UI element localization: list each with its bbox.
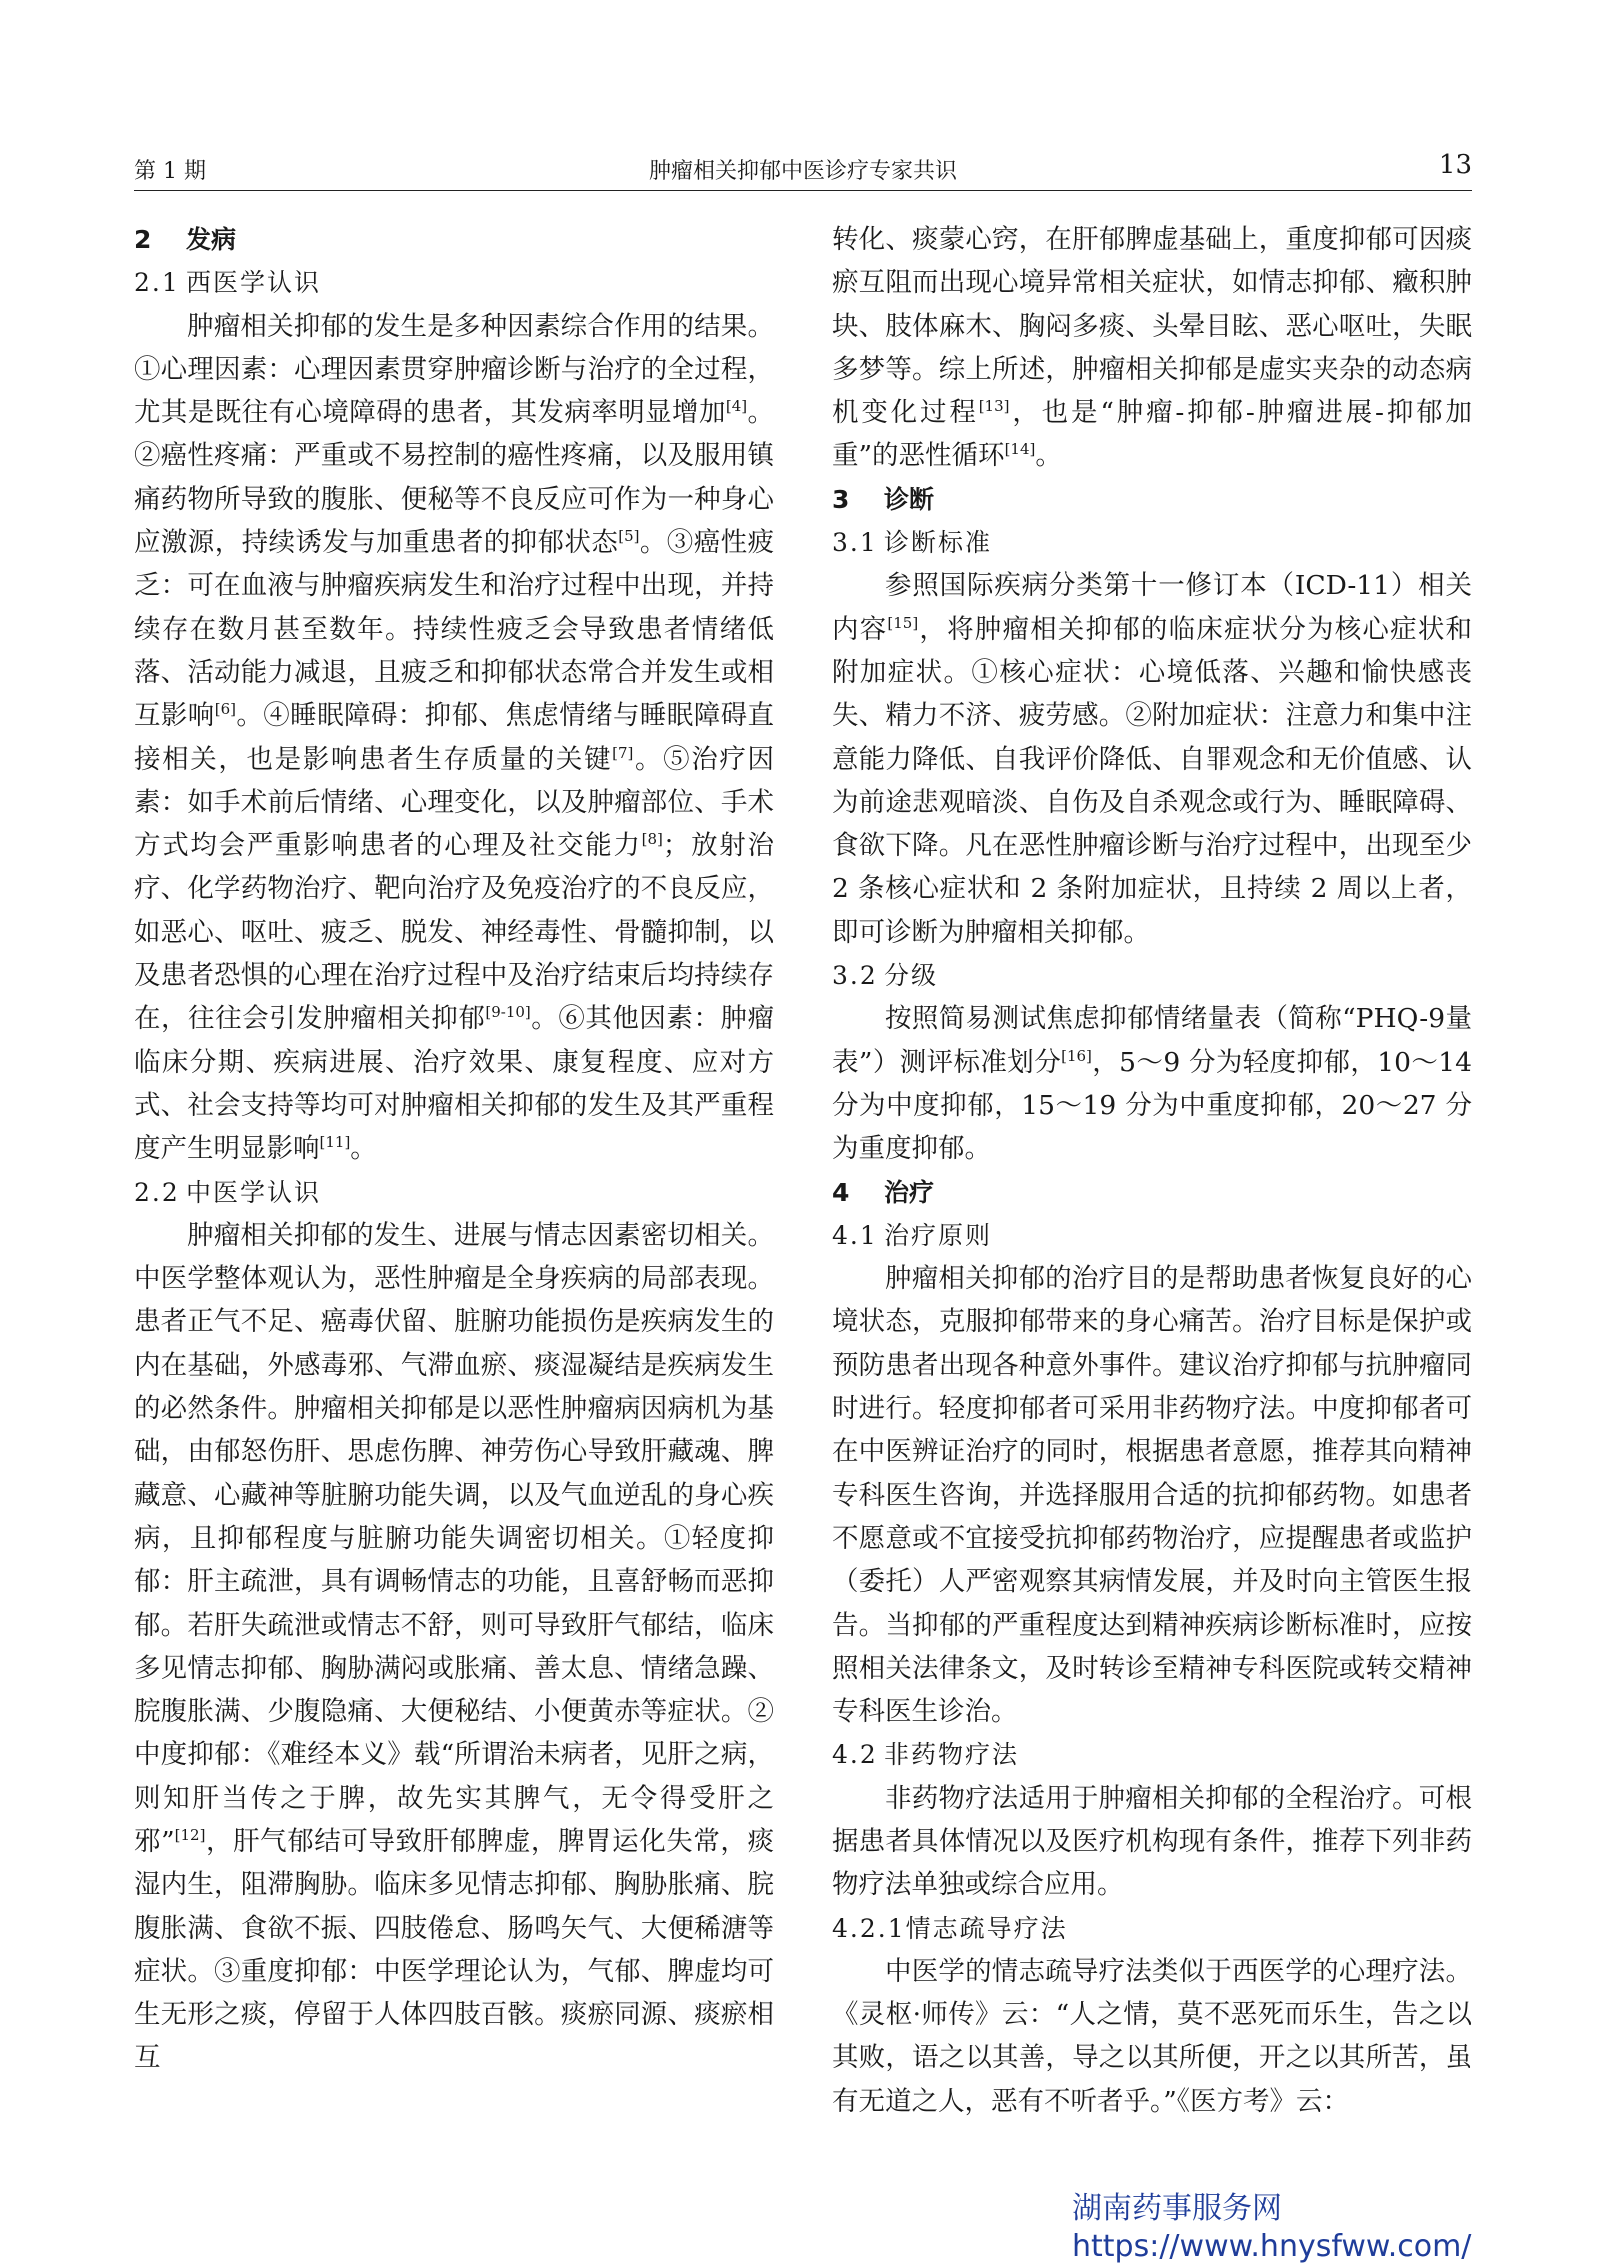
watermark-site-name: 湖南药事服务网 <box>1072 2191 1282 2226</box>
heading-number: 2.2 <box>134 1177 180 1207</box>
heading-number: 3 <box>832 484 850 514</box>
body-paragraph <box>832 1777 1472 1907</box>
citation-ref: [13] <box>978 397 1010 416</box>
heading-number: 4 <box>832 1177 850 1207</box>
heading-text: 治疗 <box>884 1177 935 1207</box>
running-title: 肿瘤相关抑郁中医诊疗专家共识 <box>648 159 957 184</box>
page-header <box>134 150 1472 191</box>
text-run: 按照简易测试焦虑抑郁情绪量表（简称“PHQ-9量表”）测评标准划分 <box>832 1003 1472 1078</box>
body-paragraph <box>134 305 774 1171</box>
section-heading <box>134 218 774 261</box>
body-paragraph <box>832 564 1472 954</box>
text-run: ，肝气郁结可导致肝郁脾虚，脾胃运化失常，痰湿内生，阻滞胸胁。临床多见情志抑郁、胸胁胀痛、脘腹胀满、食欲不振、四肢倦怠、肠鸣矢气、大便稀溏等症状。③重度抑郁：中医学理论认为，气郁、脾虚均可生无形之痰，停留于人体四肢百骸。痰瘀同源、痰瘀相互 <box>134 1825 774 2074</box>
citation-ref: [15] <box>887 613 919 632</box>
citation-ref: [5] <box>618 527 640 546</box>
heading-text: 情志疏导疗法 <box>905 1913 1068 1943</box>
heading-text: 治疗原则 <box>884 1220 993 1250</box>
text-run: 。⑤治疗因素：如手术前后情绪、心理变化，以及肿瘤部位、手术方式均会严重影响患者的心理及社交能力 <box>134 743 774 862</box>
subsection-heading <box>832 1733 1472 1776</box>
section-heading <box>832 1171 1472 1214</box>
citation-ref: [8] <box>641 830 663 849</box>
citation-ref: [12] <box>174 1825 206 1844</box>
text-run: 非药物疗法适用于肿瘤相关抑郁的全程治疗。可根据患者具体情况以及医疗机构现有条件，推荐下列非药物疗法单独或综合应用。 <box>832 1782 1472 1901</box>
text-run: 。 <box>350 1133 377 1165</box>
text-run: 参照国际疾病分类第十一修订本（ICD-11）相关内容 <box>832 570 1472 645</box>
text-run: 。⑥其他因素：肿瘤临床分期、疾病进展、治疗效果、康复程度、应对方式、社会支持等均可对肿瘤相关抑郁的发生及其严重程度产生明显影响 <box>134 1003 775 1165</box>
section-heading <box>832 478 1472 521</box>
heading-number: 4.1 <box>832 1220 878 1250</box>
subsection-heading <box>134 1171 774 1214</box>
heading-text: 诊断标准 <box>884 528 993 558</box>
text-run: 。 <box>1035 440 1062 472</box>
body-paragraph <box>832 1257 1472 1733</box>
text-run: 肿瘤相关抑郁的治疗目的是帮助患者恢复良好的心境状态，克服抑郁带来的身心痛苦。治疗目标是保护或预防患者出现各种意外事件。建议治疗抑郁与抗肿瘤同时进行。轻度抑郁者可采用非药物疗法。中度抑郁者可在中医辨证治疗的同时，根据患者意愿，推荐其向精神专科医生咨询，并选择服用合适的抗抑郁药物。如患者不愿意或不宜接受抗抑郁药物治疗，应提醒患者或监护（委托）人严密观察其病情发展，并及时向主管医生报告。当抑郁的严重程度达到精神疾病诊断标准时，应按照相关法律条文，及时转诊至精神专科医院或转交精神专科医生诊治。 <box>832 1263 1472 1728</box>
text-run: ，将肿瘤相关抑郁的临床症状分为核心症状和附加症状。①核心症状：心境低落、兴趣和愉快感丧失、精力不济、疲劳感。②附加症状：注意力和集中注意能力降低、自我评价降低、自罪观念和无价值感、认为前途悲观暗淡、自伤及自杀观念或行为、睡眠障碍、食欲下降。凡在恶性肿瘤诊断与治疗过程中，出现至少 2 条核心症状和 2 条附加症状，且持续 2 周以上者，即可诊断为肿瘤相关抑郁。 <box>832 613 1473 948</box>
text-run: 中医学的情志疏导疗法类似于西医学的心理疗法。《灵枢·师传》云：“人之情，莫不恶死而乐生，告之以其败，语之以其善，导之以其所便，开之以其所苦，虽有无道之人，恶有不听者乎。”《医方考》云： <box>832 1955 1472 2117</box>
subsection-heading <box>134 261 774 304</box>
body-paragraph <box>832 997 1472 1170</box>
subsection-heading <box>832 521 1472 564</box>
heading-number: 3.2 <box>832 961 878 991</box>
citation-ref: [6] <box>214 700 236 719</box>
heading-number: 3.1 <box>832 528 878 558</box>
body-paragraph <box>134 1214 774 2080</box>
subsection-heading <box>832 954 1472 997</box>
text-run: 肿瘤相关抑郁的发生、进展与情志因素密切相关。中医学整体观认为，恶性肿瘤是全身疾病的局部表现。患者正气不足、癌毒伏留、脏腑功能损伤是疾病发生的内在基础，外感毒邪、气滞血瘀、痰湿凝结是疾病发生的必然条件。肿瘤相关抑郁是以恶性肿瘤病因病机为基础，由郁怒伤肝、思虑伤脾、神劳伤心导致肝藏魂、脾藏意、心藏神等脏腑功能失调，以及气血逆乱的身心疾病，且抑郁程度与脏腑功能失调密切相关。①轻度抑郁：肝主疏泄，具有调畅情志的功能，且喜舒畅而恶抑郁。若肝失疏泄或情志不舒，则可导致肝气郁结，临床多见情志抑郁、胸胁满闷或胀痛、善太息、情绪急躁、脘腹胀满、少腹隐痛、大便秘结、小便黄赤等症状。②中度抑郁：《难经本义》载“所谓治未病者，见肝之病，则知肝当传之于脾，故先实其脾气，无令得受肝之邪” <box>134 1219 774 1857</box>
watermark-url[interactable]: https://www.hnysfww.com/ <box>1072 2229 1472 2264</box>
subsection-heading <box>832 1214 1472 1257</box>
heading-number: 4.2.1 <box>832 1913 906 1943</box>
citation-ref: [7] <box>612 743 634 762</box>
heading-number: 2.1 <box>134 268 180 298</box>
citation-ref: [4] <box>725 397 748 416</box>
text-run: ，也是“肿瘤-抑郁-肿瘤进展-抑郁加重”的恶性循环 <box>832 397 1472 472</box>
citation-ref: [14] <box>1004 440 1036 459</box>
text-run: 。②癌性疼痛：严重或不易控制的癌性疼痛，以及服用镇痛药物所导致的腹胀、便秘等不良反应可作为一种身心应激源，持续诱发与加重患者的抑郁状态 <box>134 397 775 559</box>
left-column <box>134 218 774 2080</box>
heading-text: 非药物疗法 <box>884 1740 1020 1770</box>
citation-ref: [9-10] <box>485 1003 531 1022</box>
subsection-heading <box>832 1907 1472 1950</box>
heading-number: 4.2 <box>832 1740 878 1770</box>
heading-number: 2 <box>134 225 152 254</box>
text-run: ；放射治疗、化学药物治疗、靶向治疗及免疫治疗的不良反应，如恶心、呕吐、疲乏、脱发、神经毒性、骨髓抑制，以及患者恐惧的心理在治疗过程中及治疗结束后均持续存在，往往会引发肿瘤相关抑郁 <box>134 830 775 1035</box>
citation-ref: [16] <box>1061 1046 1092 1065</box>
text-run: 。④睡眠障碍：抑郁、焦虑情绪与睡眠障碍直接相关，也是影响患者生存质量的关键 <box>134 700 775 775</box>
issue-label: 第 1 期 <box>134 159 206 184</box>
body-paragraph <box>832 1950 1472 2123</box>
heading-text: 西医学认识 <box>186 268 322 298</box>
text-run: ，5～9 分为轻度抑郁，10～14 分为中度抑郁，15～19 分为中重度抑郁，20～27 分为重度抑郁。 <box>832 1046 1472 1165</box>
page-number: 13 <box>1438 150 1472 180</box>
heading-text: 分级 <box>884 961 939 991</box>
citation-ref: [11] <box>319 1133 351 1152</box>
text-run: 转化、痰蒙心窍，在肝郁脾虚基础上，重度抑郁可因痰瘀互阻而出现心境异常相关症状，如情志抑郁、癥积肿块、肢体麻木、胸闷多痰、头晕目眩、恶心呕吐，失眠多梦等。综上所述，肿瘤相关抑郁是虚实夹杂的动态病机变化过程 <box>832 224 1472 429</box>
watermark[interactable] <box>1072 2190 1492 2266</box>
heading-text: 发病 <box>186 225 237 254</box>
heading-text: 诊断 <box>884 484 935 514</box>
text-run: 。③癌性疲乏：可在血液与肿瘤疾病发生和治疗过程中出现，并持续存在数月甚至数年。持续性疲乏会导致患者情绪低落、活动能力减退，且疲乏和抑郁状态常合并发生或相互影响 <box>134 527 775 732</box>
body-paragraph <box>832 218 1472 478</box>
heading-text: 中医学认识 <box>186 1177 322 1207</box>
text-run: 肿瘤相关抑郁的发生是多种因素综合作用的结果。①心理因素：心理因素贯穿肿瘤诊断与治疗的全过程，尤其是既往有心境障碍的患者，其发病率明显增加 <box>134 310 774 429</box>
right-column <box>832 218 1472 2123</box>
